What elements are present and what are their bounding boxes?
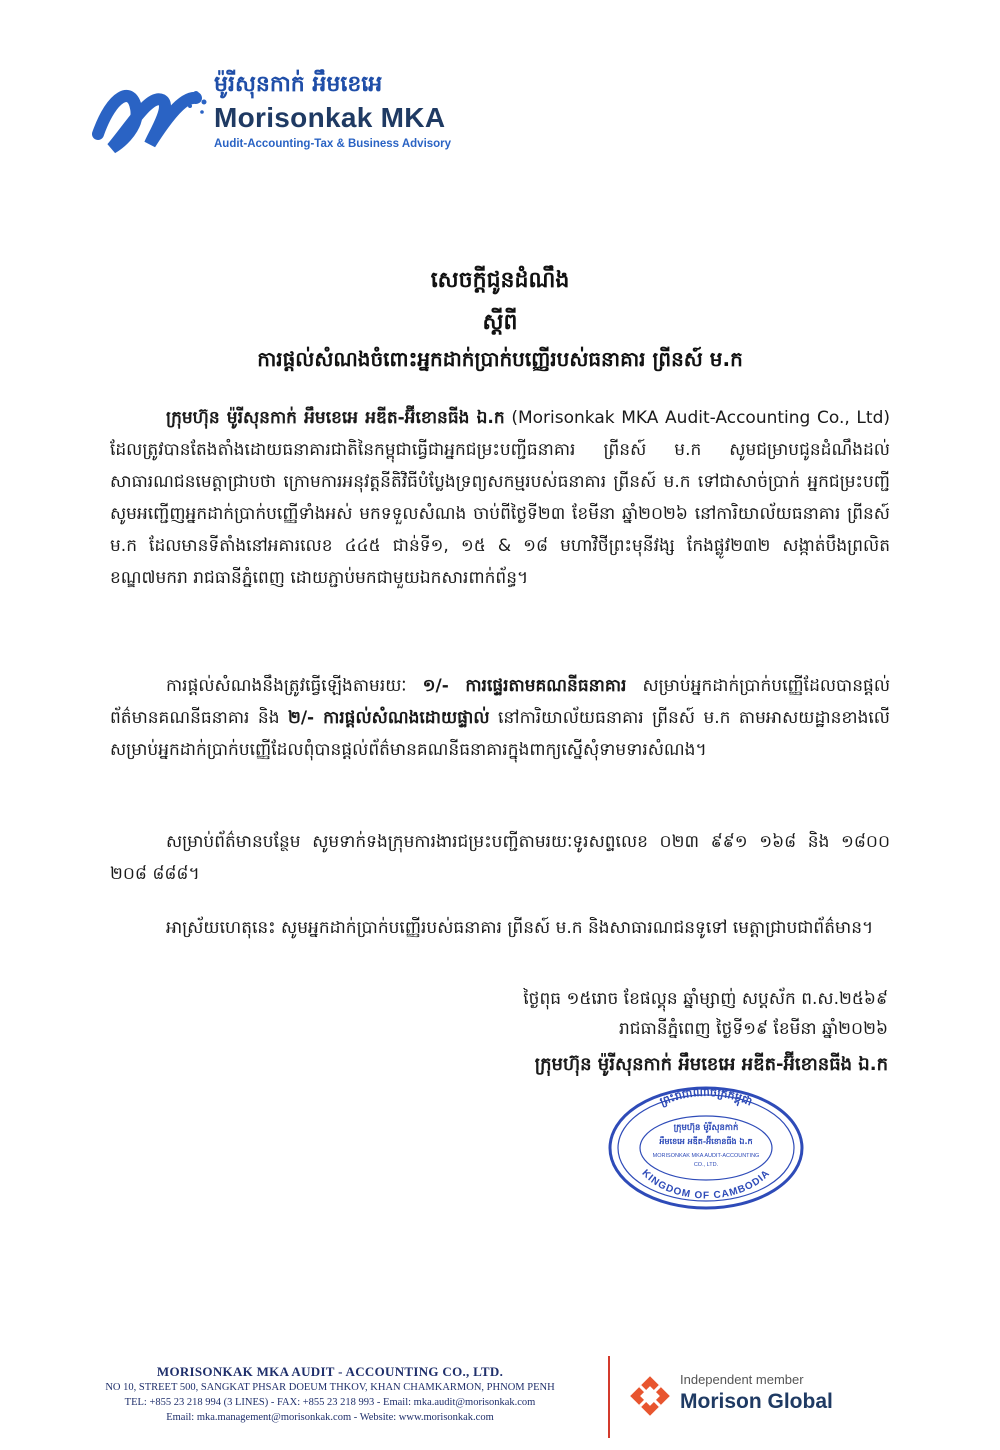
footer-contact: TEL: +855 23 218 994 (3 LINES) - FAX: +855 23 218 993 - Email: mka.audit@morisonkak.com bbox=[124, 1397, 536, 1408]
footer-company-info bbox=[60, 1364, 600, 1425]
contact-info-text: សម្រាប់ព័ត៌មានបន្ថែម សូមទាក់ទងក្រុមការងារជម្រះបញ្ជីតាមរយៈទូរសព្ទលេខ ០២៣ ៩៩១ ១៦៨ និង ១៨០០ ២០៨ ៨៨៨។ bbox=[110, 832, 890, 884]
logo-tagline: Audit-Accounting-Tax & Business Advisory bbox=[214, 138, 452, 150]
paragraph-2-end: នៅការិយាល័យធនាគារ ព្រីនស៍ ម.ក តាមអាសយដ្ឋានខាងលើ សម្រាប់អ្នកដាក់ប្រាក់បញ្ញើដែលពុំបានផ្តល់ព័ត៌មានគណនីធនាគារក្នុងពាក្យស្នើសុំទាមទារសំណង។ bbox=[110, 708, 890, 760]
paragraph-1-text: ដែលត្រូវបានតែងតាំងដោយធនាគារជាតិនៃកម្ពុជាធ្វើជាអ្នកជម្រះបញ្ជីធនាគារ ព្រីនស៍ ម.ក សូមជម្រាបជូនដំណឹងដល់សាធារណជនមេត្តាជ្រាបថា ក្រោមការអនុវត្តនីតិវិធីបំប្លែងទ្រព្យសកម្មរបស់ធនាគារ ព្រីនស៍ ម.ក ទៅជាសាច់ប្រាក់ អ្នកជម្រះបញ្ជីសូមអញ្ជើញអ្នកដាក់ប្រាក់បញ្ញើទាំងអស់ មកទទួលសំណង ចាប់ពីថ្ងៃទី២៣ ខែមីនា ឆ្នាំ២០២៦ នៅការិយាល័យធនាគារ ព្រីនស៍ ម.ក ដែលមានទីតាំងនៅអគារលេខ ៤៤៥ ជាន់ទី១, ១៥ & ១៨ មហាវិថីព្រះមុនីវង្ស កែងផ្លូវ២៣២ សង្កាត់បឹងព្រលិត ខណ្ឌ៧មករា រាជធានីភ្នំពេញ ដោយភ្ជាប់មកជាមួយឯកសារពាក់ព័ន្ធ។ bbox=[110, 440, 890, 588]
company-seal bbox=[606, 1082, 806, 1212]
method-bank-transfer: ១/- ការផ្ទេរតាមគណនីធនាគារ bbox=[422, 676, 627, 696]
seal-line-1: ក្រុមហ៊ុន ម៉ូរីសុនកាក់ bbox=[673, 1123, 739, 1133]
seal-line-2: អឹមខេអេ អឌីត-អ៊ីខោនធីង ឯ.ក bbox=[659, 1137, 753, 1146]
seal-top-arc: ព្រះរាជាណាចក្រកម្ពុជា bbox=[658, 1085, 755, 1109]
notice-subject: ការផ្តល់សំណងចំពោះអ្នកដាក់ប្រាក់បញ្ញើរបស់ធនាគារ ព្រីនស៍ ម.ក bbox=[257, 347, 743, 371]
paragraph-2-intro: ការផ្តល់សំណងនឹងត្រូវធ្វើឡើងតាមរយៈ bbox=[166, 676, 407, 696]
lunar-date: ថ្ងៃពុធ ១៥រោច ខែផល្គុន ឆ្នាំម្សាញ់ សប្តស័ក ព.ស.២៥៦៩ bbox=[523, 989, 888, 1009]
footer-divider bbox=[608, 1356, 610, 1438]
network-name: Morison Global bbox=[680, 1390, 833, 1413]
paragraph-3 bbox=[110, 826, 890, 890]
seal-line-4: CO., LTD. bbox=[693, 1162, 719, 1168]
footer-contact-2: Email: mka.management@morisonkak.com - Website: www.morisonkak.com bbox=[166, 1412, 494, 1423]
logo-khmer-name: ម៉ូរីសុនកាក់ អឹមខេអេ bbox=[214, 72, 383, 97]
notice-subject-label: ស្តីពី bbox=[482, 310, 518, 335]
stylized-m-swoosh-icon bbox=[92, 64, 210, 160]
seal-line-3: MORISONKAK MKA AUDIT-ACCOUNTING bbox=[652, 1153, 760, 1159]
signatory-name: ក្រុមហ៊ុន ម៉ូរីសុនកាក់ អឹមខេអេ អឌីត-អ៊ីខោនធីង ឯ.ក bbox=[534, 1054, 888, 1075]
company-name-english: (Morisonkak MKA Audit-Accounting Co., Ltd) bbox=[511, 408, 890, 428]
notice-title: សេចក្តីជូនដំណឹង bbox=[430, 268, 570, 293]
paragraph-4 bbox=[110, 912, 890, 944]
paragraph-2-mid: សម្រាប់អ្នកដាក់ប្រាក់បញ្ញើដែលបានផ្តល់ព័ត៌មានគណនីធនាគារ និង bbox=[110, 676, 891, 728]
morison-global-icon bbox=[630, 1376, 670, 1416]
svg-text:ព្រះរាជាណាចក្រកម្ពុជា bbox=[658, 1086, 754, 1109]
paragraph-2 bbox=[110, 670, 890, 766]
seal-bottom-arc: KINGDOM OF CAMBODIA bbox=[639, 1167, 773, 1202]
solar-date: រាជធានីភ្នំពេញ ថ្ងៃទី១៩ ខែមីនា ឆ្នាំ២០២៦ bbox=[619, 1019, 888, 1039]
svg-text:KINGDOM OF CAMBODIA bbox=[640, 1168, 773, 1202]
logo-company-name: Morisonkak MKA bbox=[214, 102, 446, 133]
footer-company-name: MORISONKAK MKA AUDIT - ACCOUNTING CO., LTD. bbox=[156, 1364, 504, 1379]
method-direct-payment: ២/- ការផ្តល់សំណងដោយផ្ទាល់ bbox=[287, 708, 490, 728]
company-logo bbox=[92, 64, 472, 164]
footer-address: NO 10, STREET 500, SANGKAT PHSAR DOEUM THKOV, KHAN CHAMKARMON, PHNOM PENH bbox=[105, 1382, 555, 1393]
company-name-khmer: ក្រុមហ៊ុន ម៉ូរីសុនកាក់ អឹមខេអេ អឌីត-អ៊ីខោនធីង ឯ.ក bbox=[166, 408, 505, 428]
paragraph-1 bbox=[110, 402, 890, 594]
independent-member-label: Independent member bbox=[680, 1372, 804, 1387]
closing-text: អាស្រ័យហេតុនេះ សូមអ្នកដាក់ប្រាក់បញ្ញើរបស់ធនាគារ ព្រីនស៍ ម.ក និងសាធារណជនទូទៅ មេត្តាជ្រាបជាព័ត៌មាន។ bbox=[166, 918, 874, 938]
